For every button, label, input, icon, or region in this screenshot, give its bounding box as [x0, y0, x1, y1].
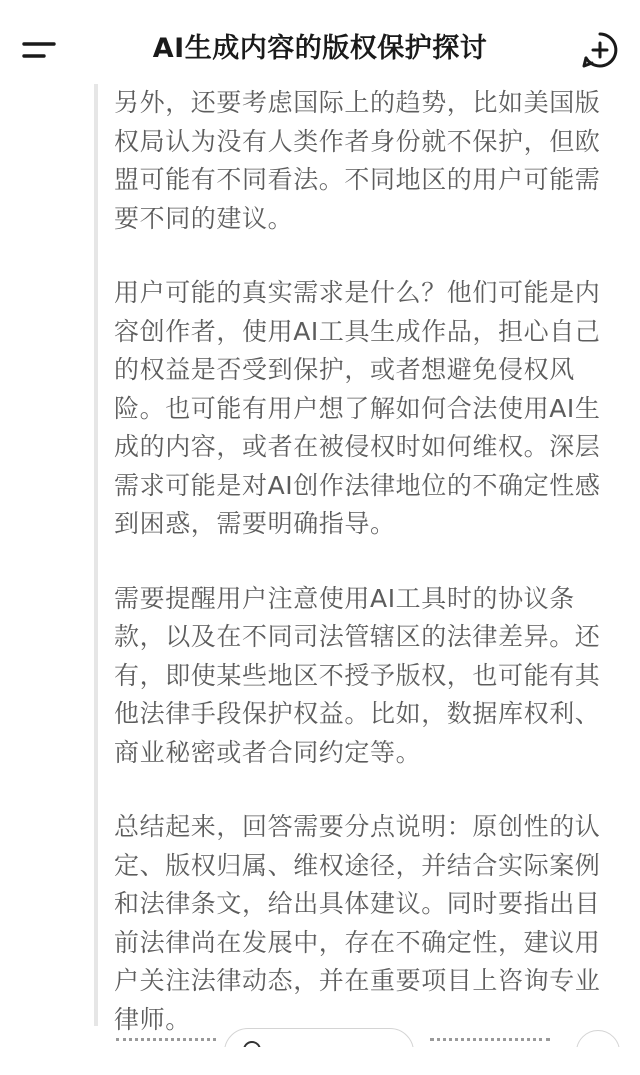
thinking-border [94, 84, 98, 1026]
bottom-mid-text [430, 1038, 550, 1045]
menu-icon [18, 30, 62, 70]
round-button[interactable] [576, 1030, 620, 1047]
thinking-paragraph: 另外，还要考虑国际上的趋势，比如美国版权局认为没有人类作者身份就不保护，但欧盟可能有不同看法。不同地区的用户可能需要不同的建议。 [114, 88, 601, 233]
add-circle-icon [580, 30, 620, 70]
search-icon [243, 1041, 261, 1047]
new-chat-button[interactable] [580, 30, 620, 70]
bottom-bar [0, 1024, 640, 1047]
bottom-left-text [116, 1038, 216, 1045]
thinking-paragraph: 总结起来，回答需要分点说明：原创性的认定、版权归属、维权途径，并结合实际案例和法律条文，给出具体建议。同时要指出目前法律尚在发展中，存在不确定性，建议用户关注法律动态，并在重要项目上咨询专业律师。 [114, 812, 601, 1034]
thinking-paragraph: 需要提醒用户注意使用AI工具时的协议条款，以及在不同司法管辖区的法律差异。还有，即使某些地区不授予版权，也可能有其他法律手段保护权益。比如，数据库权利、商业秘密或者合同约定等。 [114, 583, 601, 767]
menu-button[interactable] [18, 30, 62, 70]
thinking-paragraph: 用户可能的真实需求是什么？他们可能是内容创作者，使用AI工具生成作品，担心自己的权益是否受到保护，或者想避免侵权风险。也可能有用户想了解如何合法使用AI生成的内容，或者在被侵权时如何维权。深层需求可能是对AI创作法律地位的不确定性感到困惑，需要明确指导。 [114, 278, 601, 538]
page-title: AI生成内容的版权保护探讨 [152, 33, 488, 64]
top-bar [0, 0, 640, 92]
pill-button[interactable] [224, 1028, 414, 1047]
thinking-content [114, 84, 614, 1075]
